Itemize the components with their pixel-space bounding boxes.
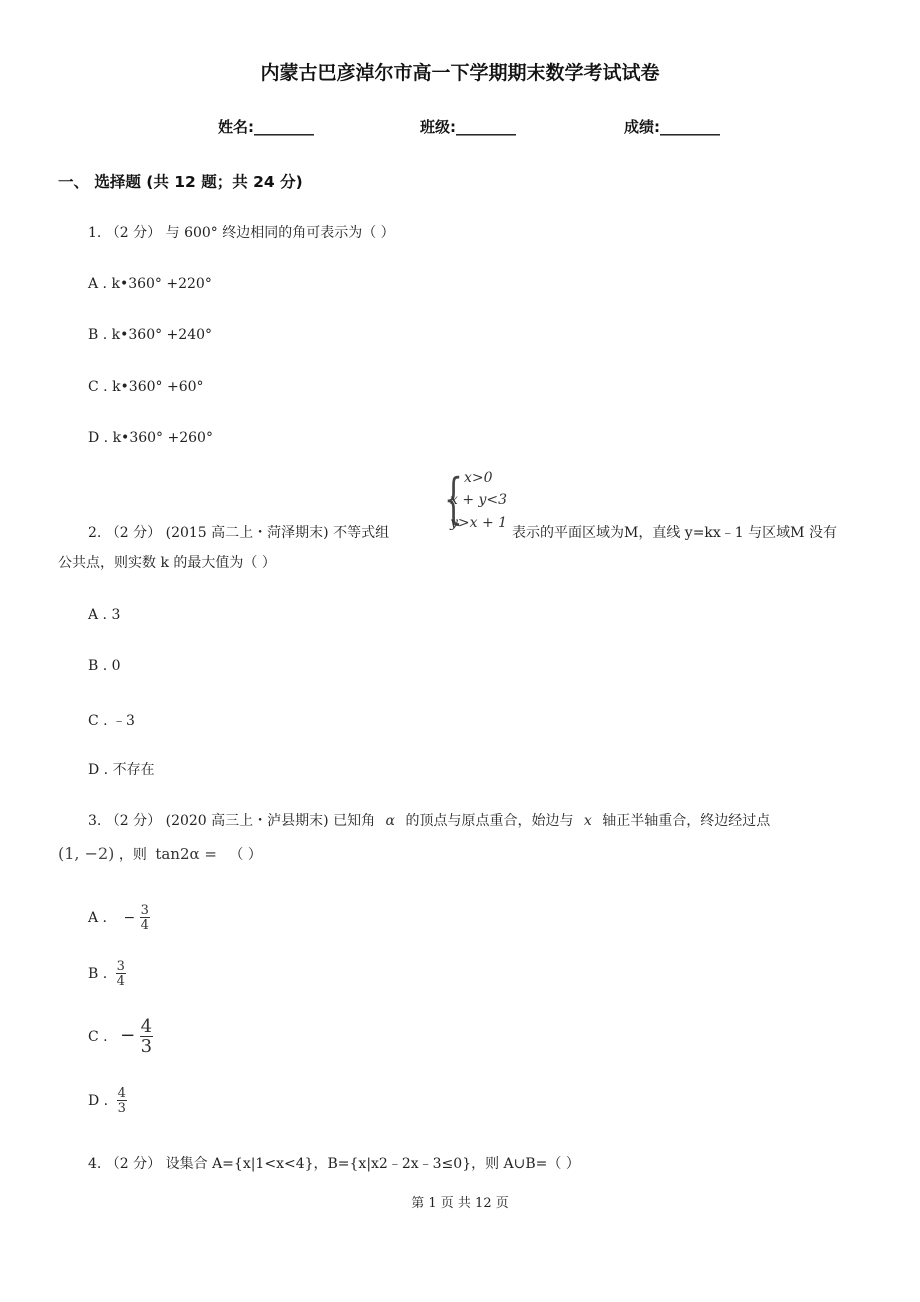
option-b-label: B .: [88, 966, 108, 982]
numerator: 3: [116, 959, 125, 974]
question-3-then: ，则: [118, 847, 147, 863]
option-d-label: D .: [88, 1093, 109, 1109]
question-1-option-a: A . k•360° +220°: [88, 276, 212, 292]
question-3-option-a: [88, 904, 150, 932]
system-row-3: y>x + 1: [450, 515, 508, 531]
tan2alpha-expression: tan2α =: [155, 845, 217, 863]
numerator: 3: [140, 903, 149, 918]
question-3-stem-prefix: 3. （2 分） (2020 高三上・泸县期末) 已知角: [88, 813, 376, 829]
question-3-stem-mid: 的顶点与原点重合，始边与: [405, 813, 574, 829]
denominator: 4: [116, 974, 125, 989]
system-row-2: x + y<3: [450, 492, 508, 508]
page-title: 内蒙古巴彦淖尔市高一下学期期末数学考试试卷: [260, 62, 660, 84]
question-2-option-d: D . 不存在: [88, 762, 155, 778]
numerator: 4: [117, 1086, 126, 1101]
numerator: 4: [140, 1016, 153, 1037]
question-3-option-d: [88, 1087, 127, 1115]
question-2-option-b: B . 0: [88, 658, 121, 674]
question-3-option-c: [88, 1018, 153, 1056]
minus-sign: −: [123, 910, 136, 926]
question-2-option-c: C . ﹣3: [88, 713, 135, 729]
minus-sign: −: [120, 1025, 136, 1046]
inequality-system: [444, 467, 514, 536]
question-3-stem-end: 轴正半轴重合，终边经过点: [602, 813, 771, 829]
question-2-stem: 2. （2 分） (2015 高二上・菏泽期末) 不等式组: [88, 525, 390, 541]
question-3-option-b: [88, 960, 126, 988]
question-1-stem: 1. （2 分） 与 600° 终边相同的角可表示为（ ）: [88, 225, 395, 241]
system-row-1: x>0: [464, 470, 493, 486]
point-coordinates: (1, −2): [58, 844, 115, 863]
option-a-label: A .: [88, 910, 108, 926]
question-1-option-b: B . k•360° +240°: [88, 327, 213, 343]
page-footer: 第 1 页 共 12 页: [411, 1196, 509, 1211]
denominator: 3: [117, 1101, 126, 1116]
question-2-stem-line2: 公共点，则实数 k 的最大值为（ ）: [58, 555, 276, 571]
name-field-label: 姓名:________: [218, 118, 314, 136]
question-2-stem-suffix: 表示的平面区域为M，直线 y=kx﹣1 与区域M 没有: [512, 525, 837, 541]
fraction: [140, 904, 150, 932]
fraction: [117, 1087, 127, 1115]
brace-symbol: {: [444, 467, 463, 530]
denominator: 3: [140, 1036, 153, 1057]
question-3-stem-line2: [58, 844, 262, 864]
x-axis-symbol: x: [583, 813, 592, 829]
question-4-stem: 4. （2 分） 设集合 A={x|1<x<4}，B={x|x2﹣2x﹣3≤0}，则 A∪B=（ ）: [88, 1156, 580, 1172]
question-2-option-a: A . 3: [88, 607, 121, 623]
option-c-label: C .: [88, 1029, 108, 1045]
answer-paren: （ ）: [229, 847, 262, 863]
fraction: [140, 1018, 153, 1056]
alpha-symbol: α: [385, 813, 395, 829]
question-3-stem: [88, 810, 770, 830]
question-1-option-d: D . k•360° +260°: [88, 430, 213, 446]
section-heading: 一、 选择题 (共 12 题；共 24 分): [58, 173, 303, 191]
score-field-label: 成绩:________: [624, 118, 720, 136]
fraction: [116, 960, 126, 988]
question-1-option-c: C . k•360° +60°: [88, 379, 204, 395]
denominator: 4: [140, 918, 149, 933]
class-field-label: 班级:________: [420, 118, 516, 136]
